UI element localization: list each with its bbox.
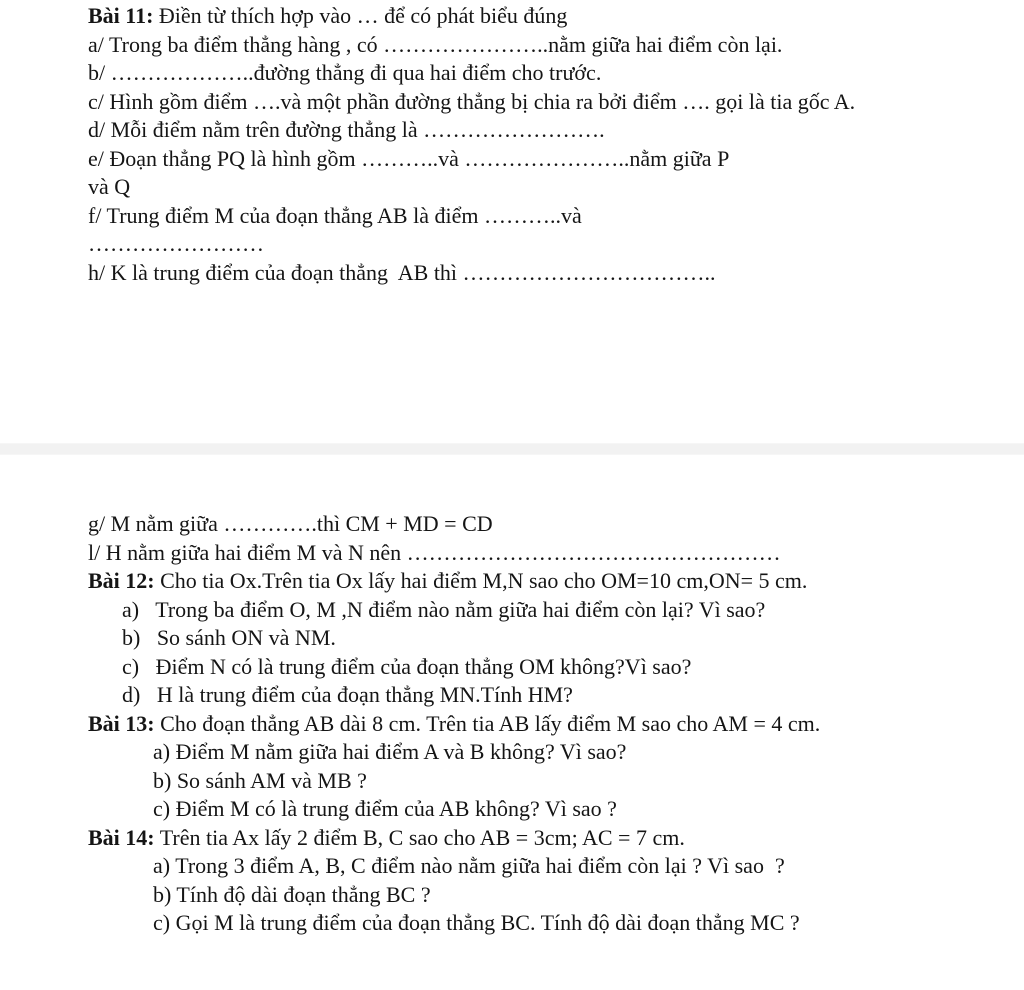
exercise-11-section: [0, 2, 1024, 287]
exercise-13-title: Cho đoạn thẳng AB dài 8 cm. Trên tia AB lấy điểm M sao cho AM = 4 cm.: [154, 710, 821, 736]
exercises-12-14-section: [0, 510, 1024, 938]
exercise-13-heading: [0, 710, 1024, 739]
exercise-13-item-b: b) So sánh AM và MB ?: [153, 767, 367, 793]
section-divider: [0, 443, 1024, 455]
exercise-14-label: Bài 14:: [88, 824, 155, 850]
exercise-12-item-d: d) H là trung điểm của đoạn thẳng MN.Tính HM?: [122, 682, 573, 707]
exercise-line-a: a/ Trong ba điểm thẳng hàng , có …………………..nằm giữa hai điểm còn lại.: [88, 31, 783, 57]
exercise-14-heading: [0, 824, 1024, 853]
exercise-12-label: Bài 12:: [88, 568, 155, 593]
exercise-line-e: e/ Đoạn thẳng PQ là hình gồm ………..và …………………..nằm giữa P: [88, 145, 730, 171]
exercise-12-item-a: a) Trong ba điểm O, M ,N điểm nào nằm giữa hai điểm còn lại? Vì sao?: [122, 596, 766, 622]
exercise-11-title: Điền từ thích hợp vào … để có phát biểu đúng: [153, 3, 568, 28]
exercise-line-d: d/ Mỗi điểm nằm trên đường thẳng là …………………….: [88, 117, 605, 142]
exercise-line-f: f/ Trung điểm M của đoạn thẳng AB là điểm ………..và: [88, 202, 582, 228]
exercise-line-c: c/ Hình gồm điểm ….và một phần đường thẳng bị chia ra bởi điểm …. gọi là tia gốc A.: [88, 88, 856, 114]
exercise-12-item-b: b) So sánh ON và NM.: [122, 625, 336, 650]
exercise-11-label: Bài 11:: [88, 3, 154, 28]
exercise-line-g: g/ M nằm giữa ………….thì CM + MD = CD: [88, 511, 493, 536]
exercise-13-item-a: a) Điểm M nằm giữa hai điểm A và B không? Vì sao?: [153, 739, 627, 764]
exercise-line-h: h/ K là trung điểm của đoạn thẳng AB thì ……………………………..: [88, 259, 716, 285]
exercise-14-title: Trên tia Ax lấy 2 điểm B, C sao cho AB = 3cm; AC = 7 cm.: [154, 824, 685, 850]
exercise-14-item-b: b) Tính độ dài đoạn thẳng BC ?: [153, 881, 431, 907]
exercise-line-e-wrap: và Q: [88, 174, 131, 199]
exercise-line-l: l/ H nằm giữa hai điểm M và N nên ……………………………………………: [88, 539, 781, 565]
exercise-12-heading: [0, 567, 1024, 596]
dotted-blank-line: ……………………: [88, 231, 264, 256]
exercise-12-title: Cho tia Ox.Trên tia Ox lấy hai điểm M,N sao cho OM=10 cm,ON= 5 cm.: [154, 568, 808, 593]
exercise-14-item-c: c) Gọi M là trung điểm của đoạn thẳng BC. Tính độ dài đoạn thẳng MC ?: [153, 910, 800, 935]
exercise-12-item-c: c) Điểm N có là trung điểm của đoạn thẳng OM không?Vì sao?: [122, 653, 692, 679]
exercise-14-item-a: a) Trong 3 điểm A, B, C điểm nào nằm giữa hai điểm còn lại ? Vì sao ?: [153, 853, 785, 878]
exercise-13-item-c: c) Điểm M có là trung điểm của AB không? Vì sao ?: [153, 796, 617, 821]
exercise-11-heading: [0, 2, 1024, 31]
exercise-13-label: Bài 13:: [88, 710, 155, 736]
exercise-line-b: b/ ………………..đường thẳng đi qua hai điểm cho trước.: [88, 60, 602, 85]
